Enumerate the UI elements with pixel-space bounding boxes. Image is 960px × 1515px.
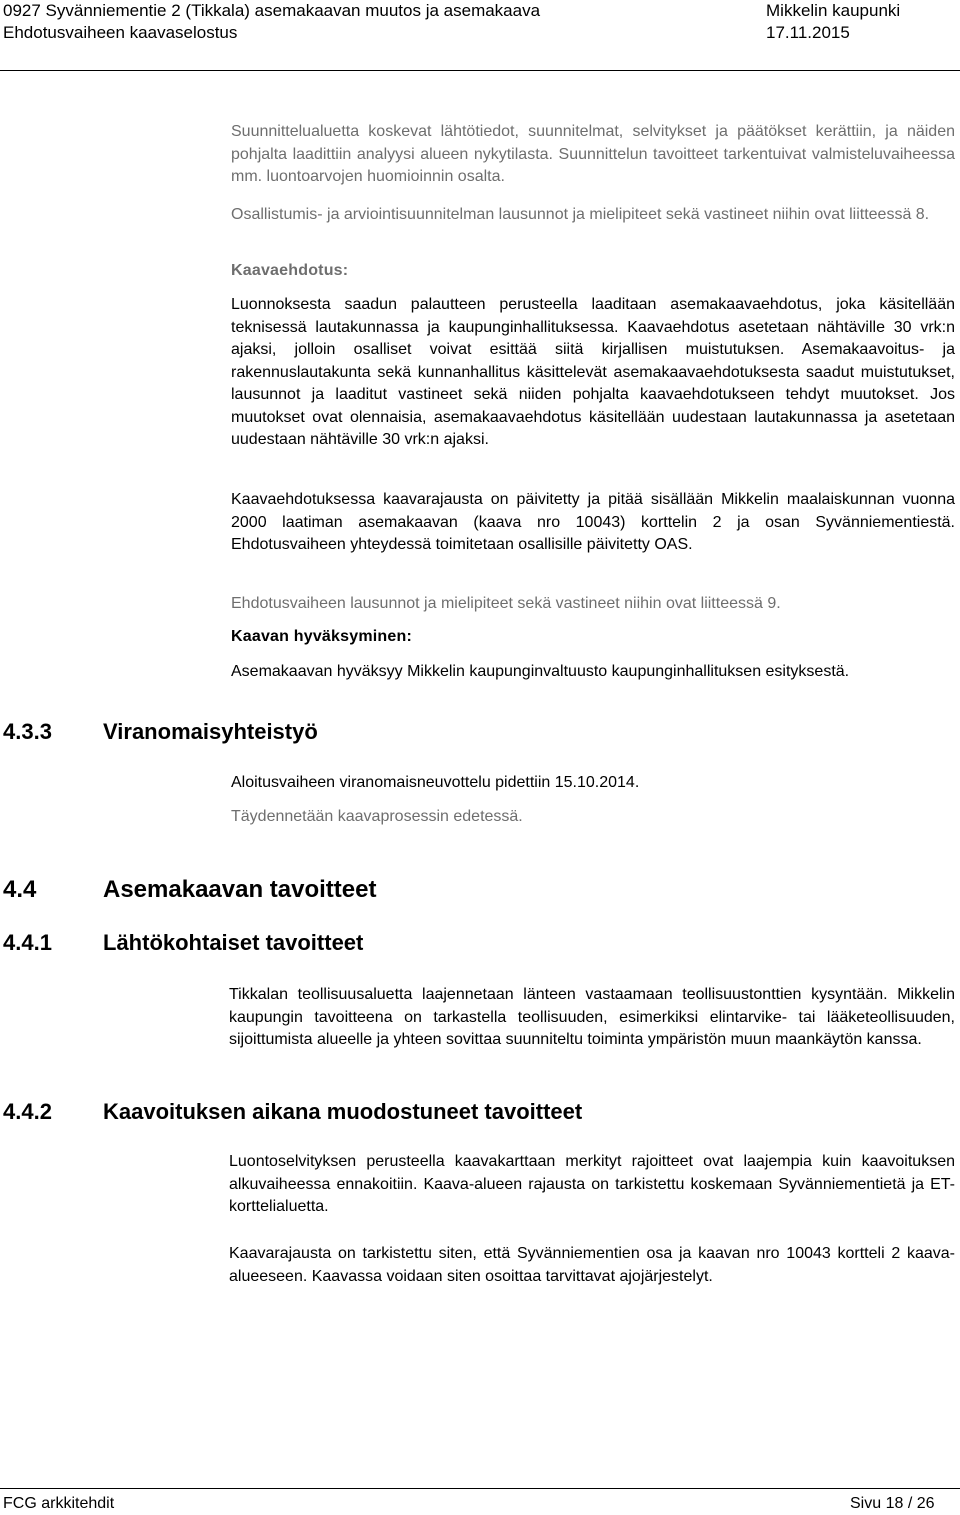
organization-name: Mikkelin kaupunki: [766, 1, 901, 20]
page-header: [0, 0, 960, 71]
paragraph-lahtotiedot: Suunnittelualuetta koskevat lähtötiedot, suunnitelmat, selvitykset ja päätökset kerättiin, ja näiden pohjalta laadittiin analyysi alueen nykytilasta. Suunnittelun tavoitteet tarkentuivat valmisteluvaiheessa mm. luontoarvojen huomioinnin osalta.: [231, 123, 955, 185]
paragraph-kaavarajaus: Kaavaehdotuksessa kaavarajausta on päivitetty ja pitää sisällään Mikkelin maalaiskunnan vuonna 2000 laatiman asemakaavan (kaava nro 10043) korttelin 2 ja osan Syvänniementiestä. Ehdotusvaiheen yhteydessä toimitetaan osallisille päivitetty OAS.: [231, 491, 955, 553]
footer-company: FCG arkkitehdit: [3, 1495, 115, 1512]
section-heading-4-4: [3, 875, 376, 905]
section-heading-4-4-2: [3, 1098, 582, 1126]
document-subtitle: Ehdotusvaiheen kaavaselostus: [3, 23, 238, 42]
paragraph-lahtokohtaiset-tavoitteet: Tikkalan teollisuusaluetta laajennetaan länteen vastaamaan teollisuustonttien kysyntään. Mikkelin kaupungin tavoitteena on tarkastella teollisuuden, esimerkiksi elintarvike- tai lääketeollisuuden, sijoittumista alueelle ja yhteen sovittaa suunniteltu toiminta ympäristön muun maankäytön kanssa.: [229, 986, 955, 1048]
paragraph-hyvaksyminen: Asemakaavan hyväksyy Mikkelin kaupunginvaltuusto kaupunginhallituksen esityksestä.: [231, 663, 850, 680]
subheading-kaavaehdotus: Kaavaehdotus:: [231, 262, 349, 279]
section-number: 4.4.1: [3, 930, 52, 955]
page-footer: [0, 1488, 960, 1515]
document-date: 17.11.2015: [766, 23, 850, 42]
paragraph-ehdotusvaihe-lausunnot: Ehdotusvaiheen lausunnot ja mielipiteet sekä vastineet niihin ovat liitteessä 9.: [231, 595, 781, 612]
section-title: Viranomaisyhteistyö: [103, 719, 318, 744]
section-heading-4-3-3: [3, 718, 318, 746]
paragraph-viranomaisneuvottelu: Aloitusvaiheen viranomaisneuvottelu pidettiin 15.10.2014.: [231, 774, 640, 791]
paragraph-taydennetaan: Täydennetään kaavaprosessin edetessä.: [231, 808, 523, 825]
section-number: 4.3.3: [3, 719, 52, 744]
section-title: Asemakaavan tavoitteet: [103, 876, 377, 903]
section-number: 4.4: [3, 876, 37, 903]
subheading-kaavan-hyvaksyminen: Kaavan hyväksyminen:: [231, 628, 412, 645]
paragraph-kaavaehdotus: Luonnoksesta saadun palautteen perusteella laaditaan asemakaavaehdotus, joka käsitellään teknisessä lautakunnassa ja kaupunginhallituksessa. Kaavaehdotus asetetaan nähtäville 30 vrk:n ajaksi, jolloin osalliset voivat esittää siitä kirjallisen muistutuksen. Asemakaavoitus- ja rakennuslautakunta sekä kunnanhallitus käsittelevät asemakaavaehdotuksesta saadut muistutukset, lausunnot ja laaditut vastineet sekä niiden pohjalta kaavaehdotukseen tehdyt muutokset. Jos muutokset ovat olennaisia, asemakaavaehdotus käsitellään uudestaan lautakunnassa ja asetetaan uudestaan nähtäville 30 vrk:n ajaksi.: [231, 296, 955, 448]
paragraph-kaavarajauksen-tarkistus: Kaavarajausta on tarkistettu siten, että Syvänniementien osa ja kaavan nro 10043 kortteli 2 kaava-alueeseen. Kaavassa voidaan siten osoittaa tarvittavat ajojärjestelyt.: [229, 1245, 955, 1285]
document-title: 0927 Syvänniementie 2 (Tikkala) asemakaavan muutos ja asemakaava: [3, 1, 541, 20]
paragraph-luontoselvitys: Luontoselvityksen perusteella kaavakarttaan merkityt rajoitteet ovat laajempia kuin kaavoituksen alkuvaiheessa ennakoitiin. Kaava-alueen rajausta on tarkistettu koskemaan Syvänniementietä ja ET-korttelialuetta.: [229, 1153, 955, 1215]
paragraph-oas-lausunnot: Osallistumis- ja arviointisuunnitelman lausunnot ja mielipiteet sekä vastineet niihin ovat liitteessä 8.: [231, 206, 930, 223]
page-number: Sivu 18 / 26: [850, 1495, 935, 1512]
section-heading-4-4-1: [3, 929, 363, 957]
section-number: 4.4.2: [3, 1099, 52, 1124]
section-title: Kaavoituksen aikana muodostuneet tavoitteet: [103, 1099, 583, 1124]
section-title: Lähtökohtaiset tavoitteet: [103, 930, 364, 955]
